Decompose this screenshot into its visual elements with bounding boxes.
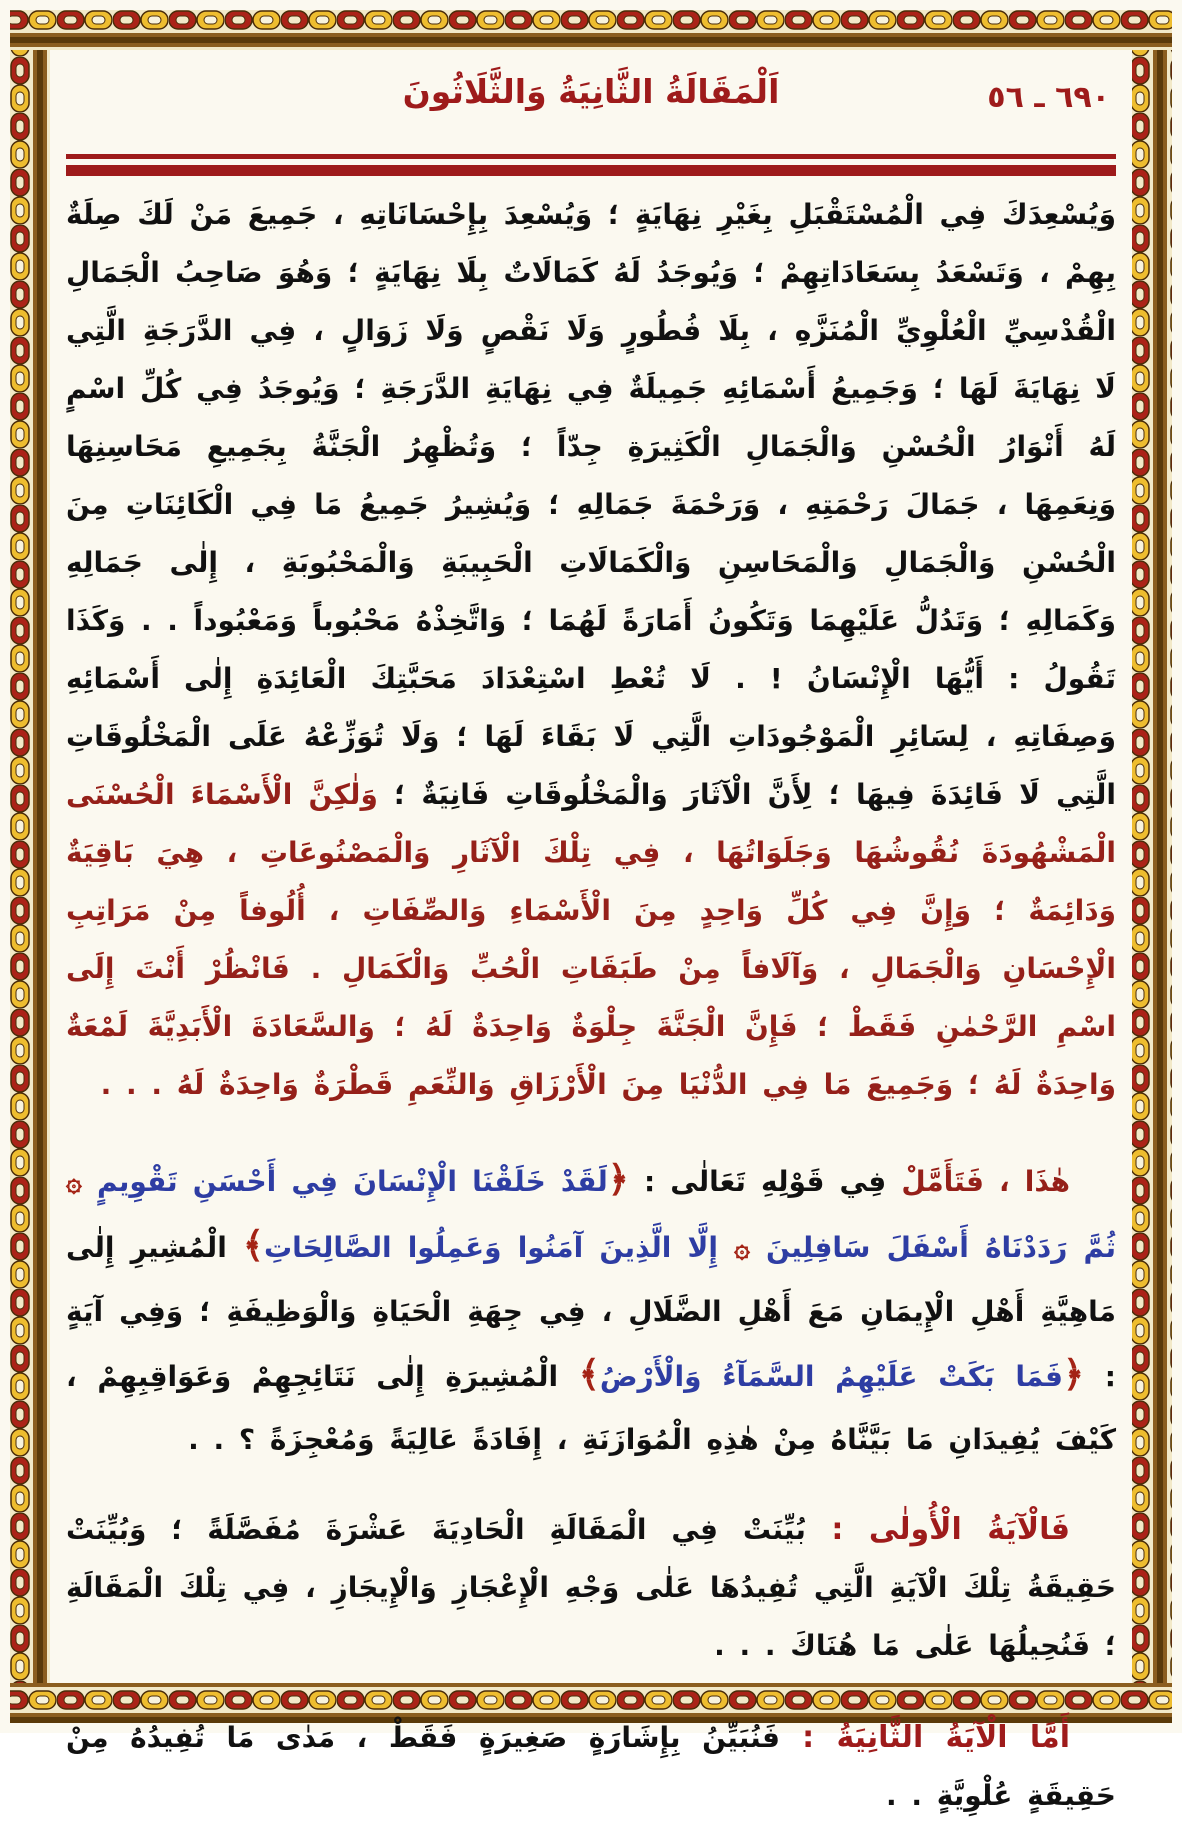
text-segment: ثُمَّ رَدَدْنَاهُ أَسْفَلَ سَافِلِينَ <box>749 1231 1116 1264</box>
quran-bracket-ornament: ﴾ <box>578 1354 600 1395</box>
text-segment: فَنُبَيِّنُ بِإِشَارَةٍ صَغِيرَةٍ فَقَطْ ، مَدٰى مَا تُفِيدُهُ مِنْ حَقِيقَةٍ عُلْوِيَّةٍ . . <box>66 1721 1116 1812</box>
text-segment: فَمَا بَكَتْ عَلَيْهِمُ السَّمَآءُ وَالْأَرْضُ <box>599 1360 1063 1393</box>
quran-bracket-ornament: ﴿ <box>607 1159 629 1200</box>
text-segment: فِي قَوْلِهِ تَعَالٰى : <box>628 1165 887 1198</box>
page-header <box>66 62 1116 154</box>
ayah-separator-ornament: ۞ <box>66 1167 82 1198</box>
border-left-strip <box>10 10 50 1723</box>
text-segment: بُيِّنَتْ فِي الْمَقَالَةِ الْحَادِيَةَ عَشْرَةَ مُفَصَّلَةً ؛ وَبُيِّنَتْ حَقِيقَةُ تِلْكَ الْآيَةِ الَّتِي تُفِيدُهَا عَلٰى وَجْهِ الْإِعْجَازِ وَالْإِيجَازِ ، فِي تِلْكَ الْمَقَالَةِ ؛ فَنُحِيلُهَا عَلٰى مَا هُنَاكَ . . . <box>66 1513 1116 1662</box>
header-rule-thin <box>66 154 1116 159</box>
paragraph-3 <box>66 1501 1116 1675</box>
page-number: ٦٩٠ ـ ٥٦ <box>987 80 1110 115</box>
text-segment: أَمَّا الْآيَةُ الثَّانِيَةُ : <box>779 1720 1070 1755</box>
paragraph-2 <box>66 1148 1116 1471</box>
text-segment: فَالْآيَةُ الْأُولٰى : <box>805 1512 1070 1547</box>
paragraph-4 <box>66 1709 1116 1825</box>
text-segment: لَقَدْ خَلَقْنَا الْإِنْسَانَ فِي أَحْسَنِ تَقْوِيمٍ <box>81 1165 608 1198</box>
text-segment: إِلَّا الَّذِينَ آمَنُوا وَعَمِلُوا الصَّالِحَاتِ <box>264 1231 735 1264</box>
border-top-strip <box>10 10 1172 50</box>
page-content <box>66 62 1116 1812</box>
header-rule-thick <box>66 165 1116 176</box>
body-paragraphs <box>66 186 1116 1825</box>
ayah-separator-ornament: ۞ <box>734 1233 750 1264</box>
text-segment: الْمُشِيرَةِ إِلٰى نَتَائِجِهِمْ وَعَوَاقِبِهِمْ ، كَيْفَ يُفِيدَانِ مَا بَيَّنَّاهُ مِنْ هٰذِهِ الْمُوَازَنَةِ ، إِفَادَةً عَالِيَةً وَمُعْجِزَةً ؟ . . <box>66 1360 1116 1456</box>
text-segment: وَيُسْعِدَكَ فِي الْمُسْتَقْبَلِ بِغَيْرِ نِهَايَةٍ ؛ وَيُسْعِدَ بِإِحْسَانَاتِهِ ، جَمِيعَ مَنْ لَكَ صِلَةٌ بِهِمْ ، وَتَسْعَدُ بِسَعَادَاتِهِمْ ؛ وَيُوجَدُ لَهُ كَمَالَاتٌ بِلَا نِهَايَةٍ ؛ وَهُوَ صَاحِبُ الْجَمَالِ الْقُدْسِيِّ الْعُلْوِيِّ الْمُنَزَّهِ ، بِلَا فُطُورٍ وَلَا نَقْصٍ وَلَا زَوَالٍ ، فِي الدَّرَجَةِ الَّتِي لَا نِهَايَةَ لَهَا ؛ وَجَمِيعُ أَسْمَائِهِ جَمِيلَةٌ فِي نِهَايَةِ الدَّرَجَةِ ؛ وَيُوجَدُ فِي كُلِّ اسْمٍ لَهُ أَنْوَارُ الْحُسْنِ وَالْجَمَالِ الْكَثِيرَةِ جِدّاً ؛ وَتُظْهِرُ الْجَنَّةُ بِجَمِيعِ مَحَاسِنِهَا وَنِعَمِهَا ، جَمَالَ رَحْمَتِهِ ، وَرَحْمَةَ جَمَالِهِ ؛ وَيُشِيرُ جَمِيعُ مَا فِي الْكَائِنَاتِ مِنَ الْحُسْنِ وَالْجَمَالِ وَالْمَحَاسِنِ وَالْكَمَالَاتِ الْحَبِيبَةِ وَالْمَحْبُوبَةِ ، إِلٰى جَمَالِهِ وَكَمَالِهِ ؛ وَتَدُلُّ عَلَيْهِمَا وَتَكُونُ أَمَارَةً لَهُمَا ؛ وَاتَّخِذْهُ مَحْبُوباً وَمَعْبُوداً . . وَكَذَا تَقُولُ : أَيُّهَا الْإِنْسَانُ ! . لَا تُعْطِ اسْتِعْدَادَ مَحَبَّتِكَ الْعَائِدَةِ إِلٰى أَسْمَائِهِ وَصِفَاتِهِ ، لِسَائِرِ الْمَوْجُودَاتِ الَّتِي لَا بَقَاءَ لَهَا ؛ وَلَا تُوَزِّعْهُ عَلَى الْمَخْلُوقَاتِ الَّتِي لَا فَائِدَةَ فِيهَا ؛ لِأَنَّ الْآثَارَ وَالْمَخْلُوقَاتِ فَانِيَةٌ ؛ <box>66 198 1116 811</box>
text-segment: الْمُشِيرِ إِلٰى مَاهِيَّةِ أَهْلِ الْإِيمَانِ مَعَ أَهْلِ الضَّلَالِ ، فِي جِهَةِ الْحَيَاةِ وَالْوَظِيفَةِ ؛ وَفِي آيَةٍ : <box>66 1231 1116 1393</box>
quran-bracket-ornament: ﴾ <box>242 1225 265 1266</box>
text-segment: وَلٰكِنَّ الْأَسْمَاءَ الْحُسْنَى الْمَشْهُودَةَ نُقُوشُهَا وَجَلَوَاتُهَا ، فِي تِلْكَ الْآثَارِ وَالْمَصْنُوعَاتِ ، هِيَ بَاقِيَةٌ وَدَائِمَةٌ ؛ وَإِنَّ فِي كُلِّ وَاحِدٍ مِنَ الْأَسْمَاءِ وَالصِّفَاتِ ، أُلُوفاً مِنْ مَرَاتِبِ الْإِحْسَانِ وَالْجَمَالِ ، وَآلَافاً مِنْ طَبَقَاتِ الْحُبِّ وَالْكَمَالِ . فَانْظُرْ أَنْتَ إِلَى اسْمِ الرَّحْمٰنِ فَقَطْ ؛ فَإِنَّ الْجَنَّةَ جِلْوَةٌ وَاحِدَةٌ لَهُ ؛ وَالسَّعَادَةَ الْأَبَدِيَّةَ لَمْعَةٌ وَاحِدَةٌ لَهُ ؛ وَجَمِيعَ مَا فِي الدُّنْيَا مِنَ الْأَرْزَاقِ وَالنِّعَمِ قَطْرَةٌ وَاحِدَةٌ لَهُ . . . <box>66 778 1116 1101</box>
paragraph-1 <box>66 186 1116 1114</box>
article-title: اَلْمَقَالَةُ الثَّانِيَةُ وَالثَّلَاثُونَ <box>402 72 780 111</box>
quran-bracket-ornament: ﴿ <box>1063 1354 1085 1395</box>
text-segment: هٰذَا ، فَتَأَمَّلْ <box>886 1165 1070 1198</box>
border-right-strip <box>1132 10 1172 1723</box>
